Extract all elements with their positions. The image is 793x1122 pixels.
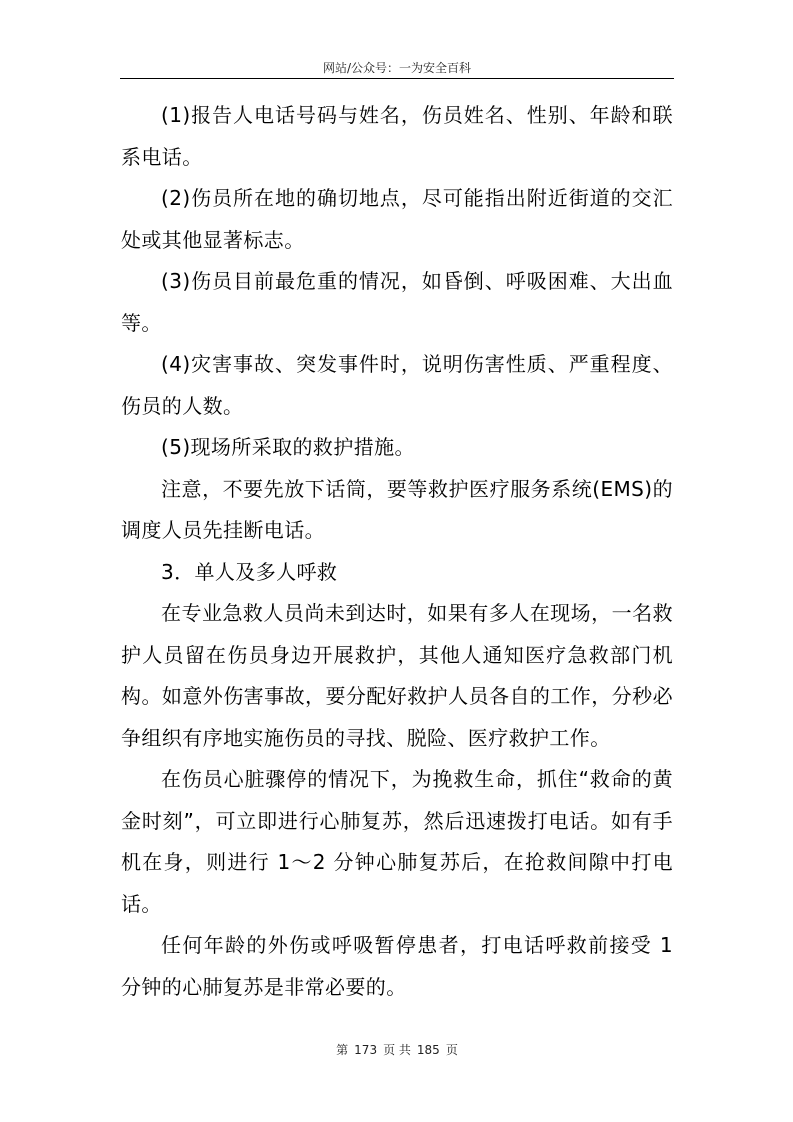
footer-total-pages: 185 — [416, 1043, 440, 1057]
header-divider — [120, 78, 674, 79]
page-footer — [120, 1041, 674, 1059]
footer-suffix: 页 — [445, 1043, 458, 1057]
footer-prefix: 第 — [336, 1043, 349, 1057]
paragraph-cpr-first: 任何年龄的外伤或呼吸暂停患者，打电话呼救前接受 1 分钟的心肺复苏是非常必要的。 — [121, 933, 673, 999]
paragraph-multi-rescuer: 在专业急救人员尚未到达时，如果有多人在现场，一名救护人员留在伤员身边开展救护，其他人通知医疗急救部门机构。如意外伤害事故，要分配好救护人员各自的工作，分秒必争组织有序地实施伤员的寻找、脱险、医疗救护工作。 — [121, 601, 673, 750]
paragraph-cardiac-arrest: 在伤员心脏骤停的情况下，为挽救生命，抓住“救命的黄金时刻”，可立即进行心肺复苏，然后迅速拨打电话。如有手机在身，则进行 1～2 分钟心肺复苏后，在抢救间隙中打电话。 — [121, 767, 673, 916]
paragraph-item-2: (2)伤员所在地的确切地点，尽可能指出附近街道的交汇处或其他显著标志。 — [121, 186, 673, 252]
paragraph-item-1: (1)报告人电话号码与姓名，伤员姓名、性别、年龄和联系电话。 — [121, 103, 673, 169]
page-header: 网站/公众号：一为安全百科 — [322, 61, 472, 75]
paragraph-item-3: (3)伤员目前最危重的情况，如昏倒、呼吸困难、大出血等。 — [121, 269, 673, 335]
footer-current-page: 173 — [354, 1043, 378, 1057]
document-body — [121, 95, 673, 1008]
section-heading: 3．单人及多人呼救 — [161, 559, 338, 584]
footer-middle: 页 共 — [383, 1043, 411, 1057]
paragraph-item-4: (4)灾害事故、突发事件时，说明伤害性质、严重程度、伤员的人数。 — [121, 352, 673, 418]
paragraph-item-5: (5)现场所采取的救护措施。 — [161, 435, 415, 459]
paragraph-note: 注意，不要先放下话筒，要等救护医疗服务系统(EMS)的调度人员先挂断电话。 — [121, 476, 673, 542]
